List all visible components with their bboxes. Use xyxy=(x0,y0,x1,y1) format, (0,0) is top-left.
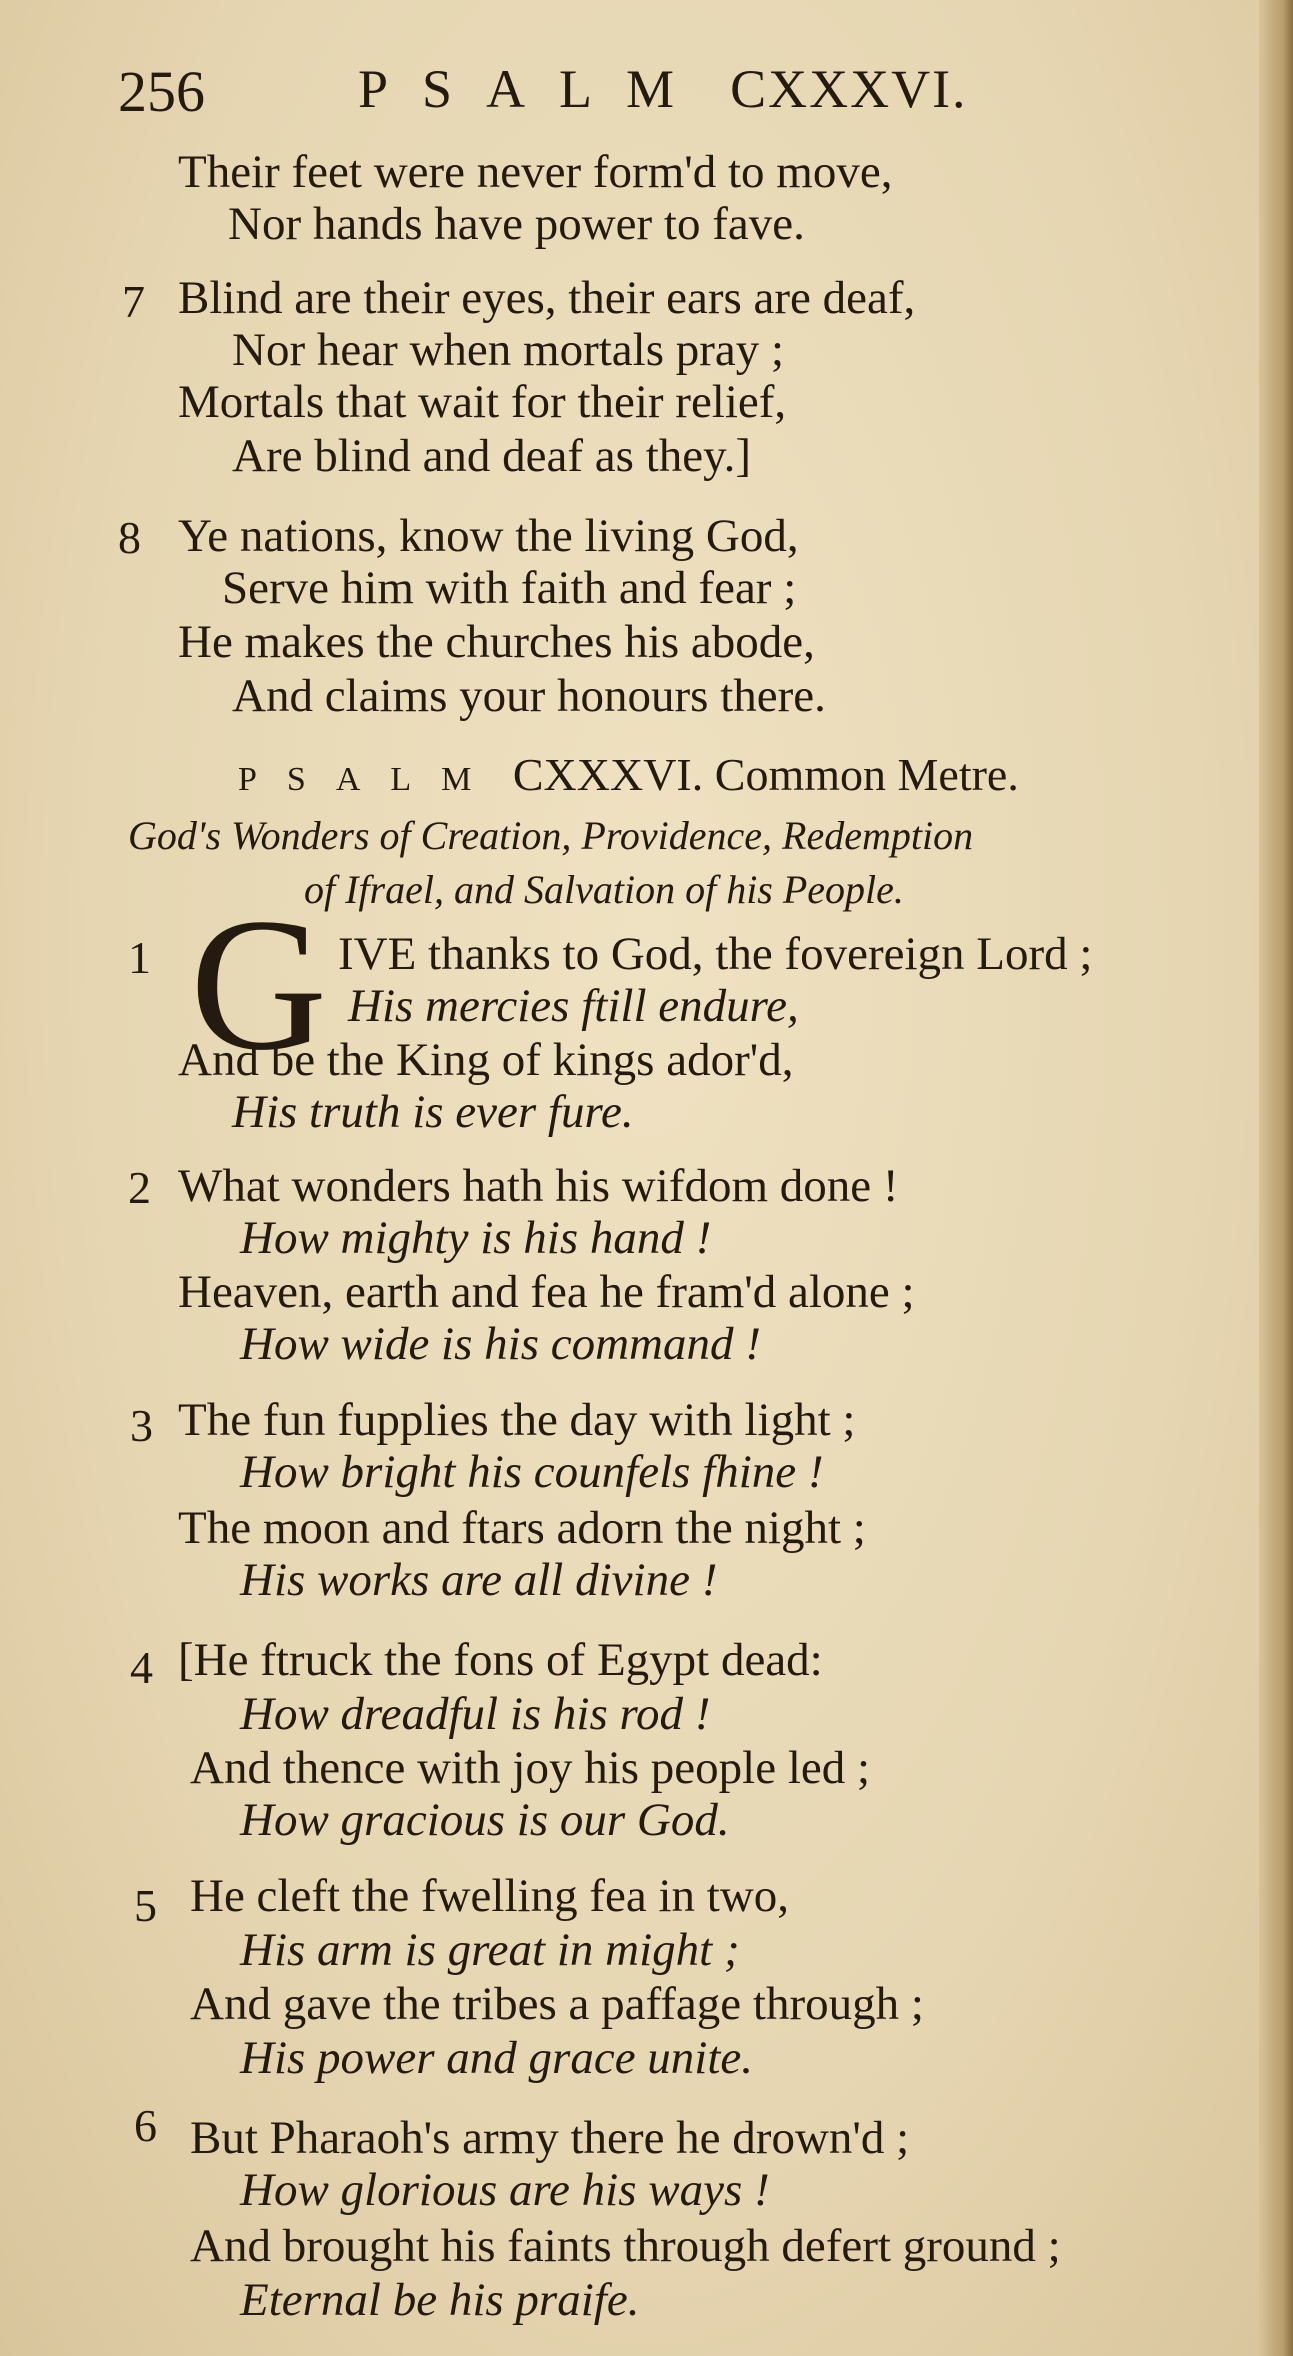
verse-line: Nor hands have power to fave. xyxy=(228,198,805,250)
verse-line: [He ftruck the fons of Egypt dead: xyxy=(178,1634,823,1686)
argument-line: of Ifrael, and Salvation of his People. xyxy=(304,867,904,912)
verse-number: 3 xyxy=(130,1400,153,1451)
verse-line: Their feet were never form'd to move, xyxy=(178,146,893,198)
verse-line: And brought his faints through defert ground ; xyxy=(190,2220,1061,2272)
drop-capital: G xyxy=(190,880,328,1090)
verse-line: The moon and ftars adorn the night ; xyxy=(178,1502,866,1554)
verse-line: What wonders hath his wifdom done ! xyxy=(178,1160,899,1212)
verse-line: And be the King of kings ador'd, xyxy=(178,1034,794,1086)
verse-line: His works are all divine ! xyxy=(240,1554,718,1606)
page-number: 256 xyxy=(118,59,205,124)
verse-number: 5 xyxy=(134,1880,157,1931)
verse-number: 1 xyxy=(128,932,151,983)
verse-line: IVE thanks to God, the fovereign Lord ; xyxy=(338,928,1093,980)
verse-line: Are blind and deaf as they.] xyxy=(232,430,751,482)
verse-line: His mercies ftill endure, xyxy=(348,980,799,1032)
verse-line: His arm is great in might ; xyxy=(240,1924,740,1976)
argument-line: God's Wonders of Creation, Providence, Redemption xyxy=(128,813,974,858)
verse-number: 8 xyxy=(118,512,141,563)
psalm-heading-metre: Common Metre. xyxy=(714,749,1019,800)
verse-line: But Pharaoh's army there he drown'd ; xyxy=(190,2112,910,2164)
psalm-heading-numeral: CXXXVI. xyxy=(512,749,704,800)
verse-line: Eternal be his praife. xyxy=(240,2274,640,2326)
verse-number: 6 xyxy=(134,2100,157,2151)
verse-line: And thence with joy his people led ; xyxy=(190,1742,871,1794)
running-title xyxy=(358,58,968,120)
verse-line: The fun fupplies the day with light ; xyxy=(178,1394,856,1446)
verse-line: How gracious is our God. xyxy=(240,1794,730,1846)
verse-line: How wide is his command ! xyxy=(240,1318,761,1370)
running-title-numeral: CXXXVI. xyxy=(730,59,968,119)
running-title-word: PSALM xyxy=(358,59,709,119)
verse-line: Heaven, earth and fea he fram'd alone ; xyxy=(178,1266,915,1318)
verse-line: He makes the churches his abode, xyxy=(178,616,815,668)
verse-line: His power and grace unite. xyxy=(240,2032,754,2084)
verse-line: Serve him with faith and fear ; xyxy=(222,562,797,614)
verse-line: Nor hear when mortals pray ; xyxy=(232,324,785,376)
verse-number: 7 xyxy=(122,276,145,327)
psalm-heading xyxy=(238,748,1019,801)
verse-line: How bright his counfels fhine ! xyxy=(240,1446,824,1498)
verse-number: 4 xyxy=(130,1642,153,1693)
verse-line: Ye nations, know the living God, xyxy=(178,510,799,562)
page-edge xyxy=(1259,0,1293,2356)
verse-number: 2 xyxy=(128,1162,151,1213)
verse-line: Blind are their eyes, their ears are deaf, xyxy=(178,272,916,324)
running-head xyxy=(118,58,1118,128)
verse-line: How glorious are his ways ! xyxy=(240,2164,770,2216)
verse-line: How dreadful is his rod ! xyxy=(240,1688,711,1740)
verse-line: And gave the tribes a paffage through ; xyxy=(190,1978,924,2030)
verse-line: How mighty is his hand ! xyxy=(240,1212,712,1264)
verse-line: He cleft the fwelling fea in two, xyxy=(190,1870,790,1922)
verse-line: And claims your honours there. xyxy=(232,670,826,722)
verse-line: Mortals that wait for their relief, xyxy=(178,376,787,428)
verse-line: His truth is ever fure. xyxy=(232,1086,634,1138)
psalm-heading-word: PSALM xyxy=(238,761,502,798)
